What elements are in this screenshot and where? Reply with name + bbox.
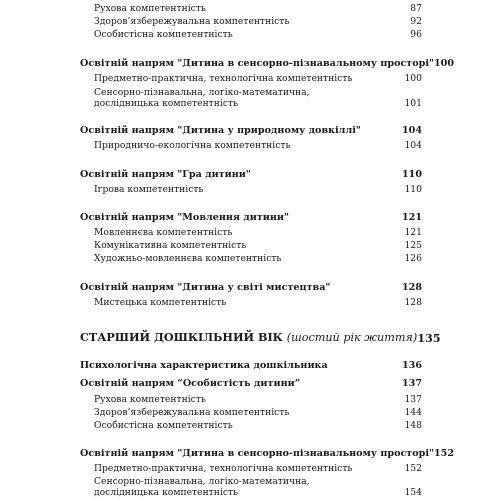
toc-entry bbox=[80, 407, 422, 418]
toc-entry-line1 bbox=[80, 476, 422, 487]
toc-entry bbox=[80, 463, 422, 474]
toc-entry-page: 101 bbox=[404, 98, 422, 109]
toc-entry-label: Комунікативна компетентність bbox=[94, 240, 247, 251]
toc-section-heading bbox=[80, 378, 422, 390]
toc-entry-page: 110 bbox=[404, 184, 422, 195]
toc-entry-label: Предметно-практична, технологічна компетентність bbox=[94, 73, 353, 84]
toc-entry-label: Здоров’язбережувальна компетентність bbox=[94, 407, 290, 418]
toc-section-heading bbox=[80, 282, 422, 294]
toc-entry-page: 148 bbox=[404, 420, 422, 431]
toc-entry-page: 152 bbox=[404, 463, 422, 474]
toc-entry bbox=[80, 227, 422, 238]
toc-entry bbox=[80, 3, 422, 14]
toc-section-page: 104 bbox=[401, 125, 422, 136]
toc-entry-label: Сенсорно-пізнавальна, логіко-математична, bbox=[94, 476, 310, 487]
toc-entry-label: Рухова компетентність bbox=[94, 3, 206, 14]
toc-entry bbox=[80, 253, 422, 264]
toc-section-heading bbox=[80, 212, 422, 224]
toc-entry-label: Художньо-мовленнєва компетентність bbox=[94, 253, 282, 264]
toc-section-label: Освітній напрям “Особистість дитини” bbox=[80, 378, 301, 389]
toc-age-page: 135 bbox=[417, 331, 441, 345]
toc-entry-label: Природничо-екологічна компетентність bbox=[94, 140, 291, 151]
toc-section-page: 100 bbox=[434, 58, 455, 69]
toc-section-heading bbox=[80, 360, 422, 372]
toc-section-page: 136 bbox=[401, 360, 422, 371]
toc-entry-page: 104 bbox=[404, 140, 422, 151]
toc-entry bbox=[80, 394, 422, 405]
toc-entry bbox=[80, 487, 422, 498]
toc-section-label: Освітній напрям "Дитина в сенсорно-пізнавальному просторі" bbox=[80, 448, 434, 459]
toc-entry bbox=[80, 98, 422, 109]
toc-section-label: Освітній напрям "Дитина у світі мистецтва" bbox=[80, 282, 331, 293]
toc-age-title: СТАРШИЙ ДОШКІЛЬНИЙ ВІК bbox=[80, 330, 283, 344]
toc-age-label bbox=[80, 330, 417, 345]
toc-section-label: Освітній напрям "Дитина в сенсорно-пізнавальному просторі" bbox=[80, 58, 434, 69]
toc-entry bbox=[80, 140, 422, 151]
toc-entry-page: 137 bbox=[404, 394, 422, 405]
toc-entry-line1 bbox=[80, 87, 422, 98]
toc-entry-page: 92 bbox=[410, 16, 422, 27]
toc-entry-label: Особистісна компетентність bbox=[94, 420, 233, 431]
toc-entry-label: Сенсорно-пізнавальна, логіко-математична, bbox=[94, 87, 310, 98]
toc-entry-label: Мовленнєва компетентність bbox=[94, 227, 233, 238]
toc-section-label: Освітній напрям "Мовлення дитини" bbox=[80, 212, 290, 223]
toc-section-page: 128 bbox=[401, 282, 422, 293]
toc-section-heading bbox=[80, 448, 455, 460]
toc-entry-label: Мистецька компетентність bbox=[94, 297, 227, 308]
toc-entry bbox=[80, 184, 422, 195]
toc-age-heading bbox=[80, 330, 441, 345]
toc-section-heading bbox=[80, 125, 422, 137]
toc-section-label: Психологічна характеристика дошкільника bbox=[80, 360, 328, 371]
toc-section-page: 110 bbox=[401, 169, 422, 180]
toc-entry-page: 87 bbox=[410, 3, 422, 14]
toc-entry-page: 144 bbox=[404, 407, 422, 418]
toc-entry-page: 128 bbox=[404, 297, 422, 308]
toc-entry-page: 154 bbox=[404, 487, 422, 498]
toc-entry-label: Особистісна компетентність bbox=[94, 29, 233, 40]
toc-entry-label: дослідницька компетентність bbox=[94, 98, 239, 109]
toc-entry-label: Рухова компетентність bbox=[94, 394, 206, 405]
toc-entry-label: Ігрова компетентність bbox=[94, 184, 204, 195]
toc-entry bbox=[80, 16, 422, 27]
toc-entry bbox=[80, 29, 422, 40]
toc-entry-page: 121 bbox=[404, 227, 422, 238]
toc-entry bbox=[80, 297, 422, 308]
toc-entry-page: 126 bbox=[404, 253, 422, 264]
toc-entry bbox=[80, 240, 422, 251]
toc-section-label: Освітній напрям "Дитина у природному довкіллі" bbox=[80, 125, 361, 136]
toc-section-page: 137 bbox=[401, 378, 422, 389]
toc-entry-label: Здоров’язбережувальна компетентність bbox=[94, 16, 290, 27]
toc-age-subtitle: (шостий рік життя) bbox=[286, 331, 418, 344]
toc-entry-page: 125 bbox=[404, 240, 422, 251]
toc-entry bbox=[80, 420, 422, 431]
toc-section-page: 121 bbox=[401, 212, 422, 223]
toc-entry-label: дослідницька компетентність bbox=[94, 487, 239, 498]
toc-section-heading bbox=[80, 58, 455, 70]
toc-section-page: 152 bbox=[434, 448, 455, 459]
toc-entry-page: 100 bbox=[404, 73, 422, 84]
toc-entry bbox=[80, 73, 422, 84]
toc-entry-label: Предметно-практична, технологічна компетентність bbox=[94, 463, 353, 474]
toc-section-label: Освітній напрям "Гра дитини" bbox=[80, 169, 251, 180]
toc-section-heading bbox=[80, 169, 422, 181]
toc-entry-page: 96 bbox=[410, 29, 422, 40]
